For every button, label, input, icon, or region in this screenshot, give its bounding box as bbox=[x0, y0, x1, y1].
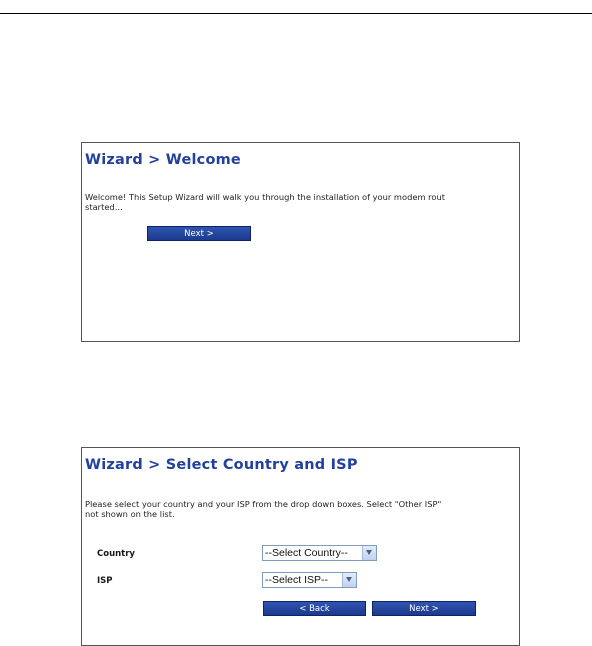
welcome-text-line1: Welcome! This Setup Wizard will walk you through the installation of your modem rout bbox=[85, 192, 445, 202]
welcome-next-button[interactable]: Next > bbox=[147, 226, 251, 241]
back-button[interactable]: < Back bbox=[263, 601, 366, 616]
country-select-value: --Select Country-- bbox=[265, 547, 348, 559]
welcome-title: Wizard > Welcome bbox=[85, 152, 241, 168]
country-select[interactable] bbox=[262, 545, 377, 561]
top-divider bbox=[0, 13, 592, 14]
isp-select[interactable] bbox=[262, 572, 357, 588]
country-isp-panel bbox=[81, 447, 520, 646]
country-label: Country bbox=[97, 549, 135, 559]
isp-label: ISP bbox=[97, 576, 113, 586]
country-isp-text-line2: not shown on the list. bbox=[85, 509, 175, 519]
welcome-text-line2: started... bbox=[85, 202, 123, 212]
welcome-panel bbox=[81, 142, 520, 342]
country-isp-next-button[interactable]: Next > bbox=[372, 601, 476, 616]
isp-select-value: --Select ISP-- bbox=[265, 574, 329, 586]
country-isp-text-line1: Please select your country and your ISP from the drop down boxes. Select "Other ISP" bbox=[85, 499, 442, 509]
country-isp-title: Wizard > Select Country and ISP bbox=[85, 457, 358, 473]
chevron-down-icon[interactable] bbox=[362, 546, 376, 560]
chevron-down-icon[interactable] bbox=[342, 573, 356, 587]
